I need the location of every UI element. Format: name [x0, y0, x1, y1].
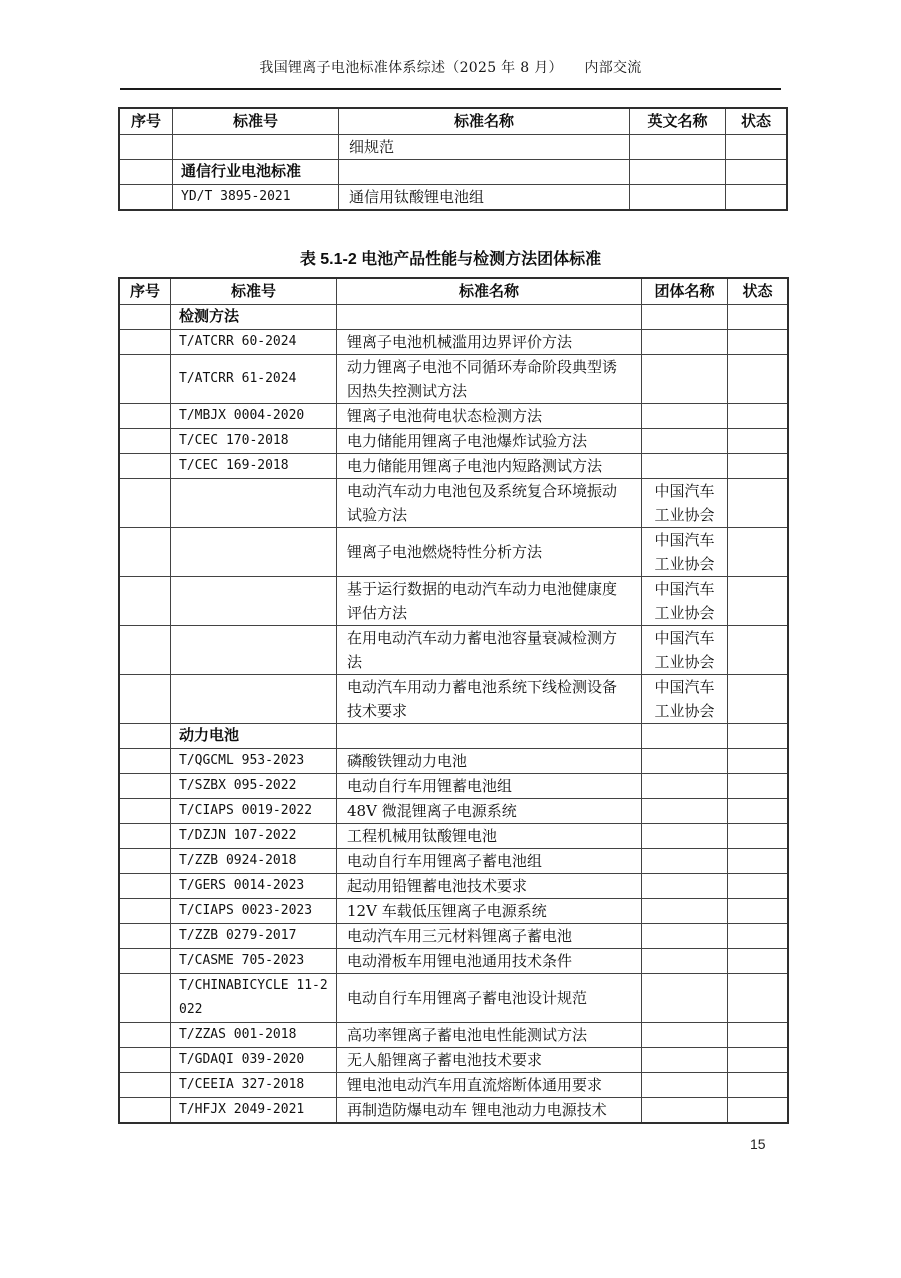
- seq-cell: [119, 849, 171, 874]
- table-row: [119, 1023, 788, 1048]
- org-name-cell: [642, 454, 728, 479]
- org-name-cell: 中国汽车工业协会: [642, 577, 728, 626]
- org-name-cell: [642, 949, 728, 974]
- std-name-cell: 锂电池电动汽车用直流熔断体通用要求: [337, 1073, 642, 1098]
- seq-cell: [119, 577, 171, 626]
- table-row: [119, 675, 788, 724]
- org-name-cell: [642, 899, 728, 924]
- seq-cell: [119, 135, 173, 160]
- table-header-row: [119, 108, 787, 135]
- seq-cell: [119, 528, 171, 577]
- standards-table-continued: [118, 107, 788, 211]
- eng-name-cell: [630, 135, 726, 160]
- std-no-cell: [171, 675, 337, 724]
- std-name-cell: 电力储能用锂离子电池内短路测试方法: [337, 454, 642, 479]
- seq-cell: [119, 1023, 171, 1048]
- status-cell: [728, 974, 789, 1023]
- std-no-cell: [171, 479, 337, 528]
- status-cell: [728, 724, 789, 749]
- table-row: [119, 528, 788, 577]
- table-row: [119, 454, 788, 479]
- org-name-cell: [642, 849, 728, 874]
- group-standards-table: [118, 277, 789, 1124]
- org-name-cell: 中国汽车工业协会: [642, 626, 728, 675]
- table-row: [119, 404, 788, 429]
- seq-cell: [119, 974, 171, 1023]
- std-no-cell: T/ZZB 0924-2018: [171, 849, 337, 874]
- org-name-cell: [642, 824, 728, 849]
- org-name-header: 团体名称: [642, 278, 728, 305]
- status-cell: [728, 305, 789, 330]
- std-no-cell: T/MBJX 0004-2020: [171, 404, 337, 429]
- table-row: [119, 355, 788, 404]
- seq-cell: [119, 330, 171, 355]
- eng-name-header: 英文名称: [630, 108, 726, 135]
- status-cell: [728, 528, 789, 577]
- std-name-cell: 动力锂离子电池不同循环寿命阶段典型诱因热失控测试方法: [337, 355, 642, 404]
- table-row: [119, 774, 788, 799]
- status-cell: [728, 454, 789, 479]
- std-name-cell: 基于运行数据的电动汽车动力电池健康度评估方法: [337, 577, 642, 626]
- std-name-cell: [339, 160, 630, 185]
- std-name-header: 标准名称: [337, 278, 642, 305]
- std-no-cell: YD/T 3895-2021: [173, 185, 339, 211]
- status-cell: [726, 185, 788, 211]
- status-cell: [728, 824, 789, 849]
- seq-cell: [119, 626, 171, 675]
- org-name-cell: [642, 355, 728, 404]
- header-rule: [120, 88, 781, 90]
- std-name-cell: 48V 微混锂离子电源系统: [337, 799, 642, 824]
- status-cell: [728, 577, 789, 626]
- org-name-cell: [642, 724, 728, 749]
- std-no-cell: T/CEC 170-2018: [171, 429, 337, 454]
- seq-cell: [119, 1098, 171, 1124]
- section-row: [119, 160, 787, 185]
- status-header: 状态: [728, 278, 789, 305]
- seq-cell: [119, 305, 171, 330]
- org-name-cell: [642, 1048, 728, 1073]
- seq-cell: [119, 1048, 171, 1073]
- std-no-cell: T/ZZB 0279-2017: [171, 924, 337, 949]
- table-row: [119, 874, 788, 899]
- status-cell: [728, 355, 789, 404]
- status-cell: [728, 874, 789, 899]
- org-name-cell: [642, 799, 728, 824]
- std-name-cell: 电动汽车用三元材料锂离子蓄电池: [337, 924, 642, 949]
- std-no-cell: T/CIAPS 0019-2022: [171, 799, 337, 824]
- seq-cell: [119, 949, 171, 974]
- status-cell: [728, 1098, 789, 1124]
- eng-name-cell: [630, 160, 726, 185]
- status-cell: [728, 899, 789, 924]
- table-row: [119, 1098, 788, 1124]
- seq-cell: [119, 899, 171, 924]
- std-name-cell: [337, 305, 642, 330]
- table-row: [119, 749, 788, 774]
- document-header-title: 我国锂离子电池标准体系综述（2025 年 8 月） 内部交流: [259, 60, 642, 76]
- status-cell: [728, 479, 789, 528]
- table-row: [119, 974, 788, 1023]
- std-no-cell: T/CEC 169-2018: [171, 454, 337, 479]
- section-row: [119, 724, 788, 749]
- std-no-cell: T/ZZAS 001-2018: [171, 1023, 337, 1048]
- table-row: [119, 429, 788, 454]
- eng-name-cell: [630, 185, 726, 211]
- org-name-cell: [642, 924, 728, 949]
- status-cell: [726, 135, 788, 160]
- org-name-cell: [642, 1098, 728, 1124]
- std-no-cell: T/CEEIA 327-2018: [171, 1073, 337, 1098]
- table-row: [119, 924, 788, 949]
- std-name-cell: 通信用钛酸锂电池组: [339, 185, 630, 211]
- org-name-cell: [642, 330, 728, 355]
- seq-cell: [119, 874, 171, 899]
- std-name-cell: 电动汽车用动力蓄电池系统下线检测设备技术要求: [337, 675, 642, 724]
- std-name-cell: [337, 724, 642, 749]
- std-name-cell: 电动自行车用锂离子蓄电池设计规范: [337, 974, 642, 1023]
- std-no-cell: T/QGCML 953-2023: [171, 749, 337, 774]
- std-no-cell: T/GDAQI 039-2020: [171, 1048, 337, 1073]
- status-header: 状态: [726, 108, 788, 135]
- section-row: [119, 305, 788, 330]
- seq-header: 序号: [119, 108, 173, 135]
- std-name-cell: 工程机械用钛酸锂电池: [337, 824, 642, 849]
- status-cell: [728, 675, 789, 724]
- std-name-cell: 电力储能用锂离子电池爆炸试验方法: [337, 429, 642, 454]
- seq-header: 序号: [119, 278, 171, 305]
- org-name-cell: [642, 774, 728, 799]
- table-row: [119, 1073, 788, 1098]
- org-name-cell: [642, 305, 728, 330]
- std-no-header: 标准号: [173, 108, 339, 135]
- std-no-cell: T/ATCRR 60-2024: [171, 330, 337, 355]
- org-name-cell: [642, 1023, 728, 1048]
- status-cell: [728, 429, 789, 454]
- std-no-cell: T/GERS 0014-2023: [171, 874, 337, 899]
- seq-cell: [119, 479, 171, 528]
- std-no-cell: T/CHINABICYCLE 11-2022: [171, 974, 337, 1023]
- status-cell: [728, 1073, 789, 1098]
- seq-cell: [119, 924, 171, 949]
- status-cell: [728, 1048, 789, 1073]
- std-name-cell: 电动汽车动力电池包及系统复合环境振动试验方法: [337, 479, 642, 528]
- std-no-cell: [171, 528, 337, 577]
- std-name-header: 标准名称: [339, 108, 630, 135]
- org-name-cell: [642, 974, 728, 1023]
- std-no-cell: T/HFJX 2049-2021: [171, 1098, 337, 1124]
- seq-cell: [119, 185, 173, 211]
- status-cell: [728, 774, 789, 799]
- seq-cell: [119, 404, 171, 429]
- std-name-cell: 锂离子电池荷电状态检测方法: [337, 404, 642, 429]
- table-row: [119, 577, 788, 626]
- std-name-cell: 电动自行车用锂离子蓄电池组: [337, 849, 642, 874]
- std-name-cell: 起动用铅锂蓄电池技术要求: [337, 874, 642, 899]
- table-row: [119, 330, 788, 355]
- seq-cell: [119, 749, 171, 774]
- std-name-cell: 高功率锂离子蓄电池电性能测试方法: [337, 1023, 642, 1048]
- status-cell: [728, 626, 789, 675]
- status-cell: [728, 849, 789, 874]
- std-name-cell: 12V 车载低压锂离子电源系统: [337, 899, 642, 924]
- std-no-cell: 通信行业电池标准: [173, 160, 339, 185]
- std-no-cell: 检测方法: [171, 305, 337, 330]
- org-name-cell: [642, 874, 728, 899]
- org-name-cell: [642, 1073, 728, 1098]
- table-row: [119, 185, 787, 211]
- status-cell: [728, 949, 789, 974]
- status-cell: [728, 330, 789, 355]
- org-name-cell: 中国汽车工业协会: [642, 675, 728, 724]
- org-name-cell: [642, 749, 728, 774]
- std-name-cell: 再制造防爆电动车 锂电池动力电源技术: [337, 1098, 642, 1124]
- seq-cell: [119, 160, 173, 185]
- std-name-cell: 电动滑板车用锂电池通用技术条件: [337, 949, 642, 974]
- org-name-cell: 中国汽车工业协会: [642, 528, 728, 577]
- org-name-cell: [642, 429, 728, 454]
- table-row: [119, 899, 788, 924]
- std-no-cell: T/SZBX 095-2022: [171, 774, 337, 799]
- table-row: [119, 849, 788, 874]
- status-cell: [728, 924, 789, 949]
- table-caption: 表 5.1-2 电池产品性能与检测方法团体标准: [299, 251, 602, 268]
- std-no-cell: 动力电池: [171, 724, 337, 749]
- std-name-cell: 锂离子电池机械滥用边界评价方法: [337, 330, 642, 355]
- seq-cell: [119, 454, 171, 479]
- std-name-cell: 在用电动汽车动力蓄电池容量衰减检测方法: [337, 626, 642, 675]
- table-header-row: [119, 278, 788, 305]
- std-no-cell: T/DZJN 107-2022: [171, 824, 337, 849]
- std-no-header: 标准号: [171, 278, 337, 305]
- std-name-cell: 无人船锂离子蓄电池技术要求: [337, 1048, 642, 1073]
- seq-cell: [119, 824, 171, 849]
- std-name-cell: 细规范: [339, 135, 630, 160]
- status-cell: [728, 749, 789, 774]
- status-cell: [728, 1023, 789, 1048]
- seq-cell: [119, 799, 171, 824]
- org-name-cell: [642, 404, 728, 429]
- table-row: [119, 1048, 788, 1073]
- seq-cell: [119, 355, 171, 404]
- status-cell: [728, 799, 789, 824]
- std-no-cell: [171, 626, 337, 675]
- std-name-cell: 磷酸铁锂动力电池: [337, 749, 642, 774]
- status-cell: [728, 404, 789, 429]
- std-no-cell: [171, 577, 337, 626]
- table-row: [119, 479, 788, 528]
- seq-cell: [119, 774, 171, 799]
- std-no-cell: T/CASME 705-2023: [171, 949, 337, 974]
- std-no-cell: [173, 135, 339, 160]
- std-no-cell: T/CIAPS 0023-2023: [171, 899, 337, 924]
- seq-cell: [119, 1073, 171, 1098]
- status-cell: [726, 160, 788, 185]
- table-row: [119, 135, 787, 160]
- std-name-cell: 电动自行车用锂蓄电池组: [337, 774, 642, 799]
- org-name-cell: 中国汽车工业协会: [642, 479, 728, 528]
- std-no-cell: T/ATCRR 61-2024: [171, 355, 337, 404]
- table-row: [119, 949, 788, 974]
- seq-cell: [119, 675, 171, 724]
- page-number: 15: [750, 1136, 766, 1152]
- seq-cell: [119, 724, 171, 749]
- seq-cell: [119, 429, 171, 454]
- table-row: [119, 799, 788, 824]
- std-name-cell: 锂离子电池燃烧特性分析方法: [337, 528, 642, 577]
- table-row: [119, 824, 788, 849]
- table-row: [119, 626, 788, 675]
